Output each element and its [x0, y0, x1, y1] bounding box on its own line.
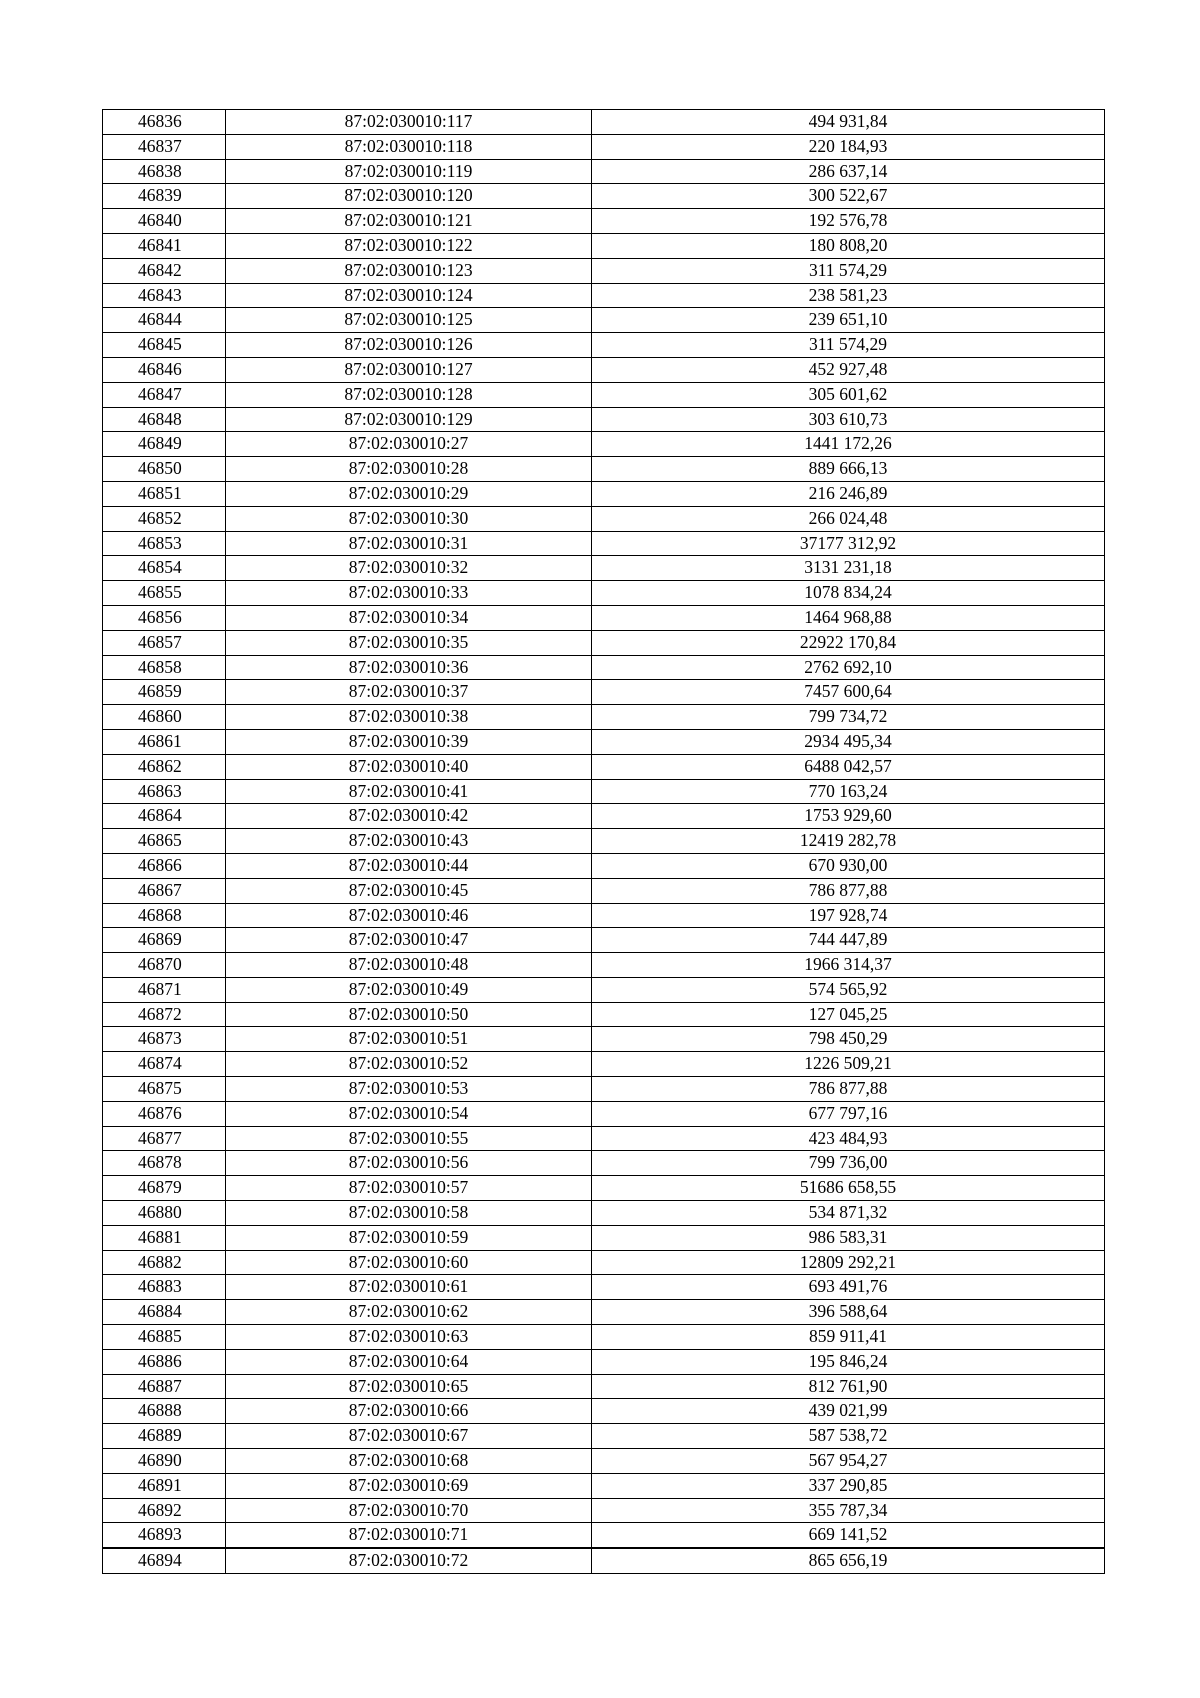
cadastral-number-cell: 87:02:030010:125 [226, 308, 592, 333]
table-row [103, 1498, 1105, 1523]
row-number-cell: 46853 [103, 531, 226, 556]
cadastral-value-cell: 677 797,16 [592, 1101, 1105, 1126]
row-number-cell: 46840 [103, 209, 226, 234]
cadastral-number-cell: 87:02:030010:51 [226, 1027, 592, 1052]
table-row [103, 1325, 1105, 1350]
cadastral-number-cell: 87:02:030010:41 [226, 779, 592, 804]
cadastral-number-cell: 87:02:030010:66 [226, 1399, 592, 1424]
cadastral-value-cell: 355 787,34 [592, 1498, 1105, 1523]
cadastral-number-cell: 87:02:030010:60 [226, 1250, 592, 1275]
table-row [103, 729, 1105, 754]
cadastral-value-cell: 889 666,13 [592, 457, 1105, 482]
cadastral-value-cell: 693 491,76 [592, 1275, 1105, 1300]
table-row [103, 1027, 1105, 1052]
cadastral-number-cell: 87:02:030010:50 [226, 1002, 592, 1027]
cadastral-value-cell: 799 736,00 [592, 1151, 1105, 1176]
table-row [103, 630, 1105, 655]
cadastral-number-cell: 87:02:030010:44 [226, 853, 592, 878]
cadastral-number-cell: 87:02:030010:128 [226, 382, 592, 407]
row-number-cell: 46846 [103, 357, 226, 382]
row-number-cell: 46876 [103, 1101, 226, 1126]
cadastral-number-cell: 87:02:030010:42 [226, 804, 592, 829]
cadastral-value-cell: 744 447,89 [592, 928, 1105, 953]
table-row [103, 1002, 1105, 1027]
cadastral-number-cell: 87:02:030010:39 [226, 729, 592, 754]
row-number-cell: 46885 [103, 1325, 226, 1350]
cadastral-number-cell: 87:02:030010:46 [226, 903, 592, 928]
table-row [103, 233, 1105, 258]
table-row [103, 1523, 1105, 1548]
table-row [103, 556, 1105, 581]
cadastral-number-cell: 87:02:030010:62 [226, 1300, 592, 1325]
cadastral-number-cell: 87:02:030010:35 [226, 630, 592, 655]
cadastral-number-cell: 87:02:030010:31 [226, 531, 592, 556]
row-number-cell: 46843 [103, 283, 226, 308]
cadastral-number-cell: 87:02:030010:47 [226, 928, 592, 953]
cadastral-value-cell: 670 930,00 [592, 853, 1105, 878]
table-row [103, 853, 1105, 878]
cadastral-value-cell: 494 931,84 [592, 110, 1105, 135]
cadastral-value-cell: 865 656,19 [592, 1548, 1105, 1573]
table-row [103, 581, 1105, 606]
cadastral-value-cell: 423 484,93 [592, 1126, 1105, 1151]
cadastral-value-cell: 311 574,29 [592, 333, 1105, 358]
cadastral-value-cell: 669 141,52 [592, 1523, 1105, 1548]
cadastral-value-cell: 1464 968,88 [592, 605, 1105, 630]
cadastral-number-cell: 87:02:030010:68 [226, 1449, 592, 1474]
cadastral-value-cell: 192 576,78 [592, 209, 1105, 234]
row-number-cell: 46892 [103, 1498, 226, 1523]
cadastral-number-cell: 87:02:030010:48 [226, 953, 592, 978]
cadastral-number-cell: 87:02:030010:33 [226, 581, 592, 606]
table-row [103, 308, 1105, 333]
table-row [103, 357, 1105, 382]
table-row [103, 432, 1105, 457]
cadastral-value-cell: 1078 834,24 [592, 581, 1105, 606]
table-row [103, 382, 1105, 407]
cadastral-number-cell: 87:02:030010:57 [226, 1176, 592, 1201]
cadastral-value-cell: 799 734,72 [592, 705, 1105, 730]
table-row [103, 333, 1105, 358]
row-number-cell: 46880 [103, 1201, 226, 1226]
cadastral-value-cell: 859 911,41 [592, 1325, 1105, 1350]
table-row [103, 1275, 1105, 1300]
table-row [103, 407, 1105, 432]
cadastral-number-cell: 87:02:030010:119 [226, 159, 592, 184]
cadastral-number-cell: 87:02:030010:49 [226, 977, 592, 1002]
cadastral-number-cell: 87:02:030010:30 [226, 506, 592, 531]
table-row [103, 1052, 1105, 1077]
table-row [103, 1077, 1105, 1102]
cadastral-number-cell: 87:02:030010:28 [226, 457, 592, 482]
cadastral-value-cell: 786 877,88 [592, 878, 1105, 903]
cadastral-number-cell: 87:02:030010:70 [226, 1498, 592, 1523]
cadastral-value-cell: 439 021,99 [592, 1399, 1105, 1424]
row-number-cell: 46864 [103, 804, 226, 829]
cadastral-number-cell: 87:02:030010:27 [226, 432, 592, 457]
row-number-cell: 46847 [103, 382, 226, 407]
cadastral-number-cell: 87:02:030010:72 [226, 1548, 592, 1573]
table-row [103, 1473, 1105, 1498]
cadastral-number-cell: 87:02:030010:69 [226, 1473, 592, 1498]
row-number-cell: 46873 [103, 1027, 226, 1052]
row-number-cell: 46877 [103, 1126, 226, 1151]
table-row [103, 1349, 1105, 1374]
row-number-cell: 46878 [103, 1151, 226, 1176]
cadastral-value-cell: 567 954,27 [592, 1449, 1105, 1474]
cadastral-number-cell: 87:02:030010:127 [226, 357, 592, 382]
cadastral-value-cell: 12419 282,78 [592, 829, 1105, 854]
cadastral-number-cell: 87:02:030010:117 [226, 110, 592, 135]
row-number-cell: 46879 [103, 1176, 226, 1201]
table-row [103, 1548, 1105, 1573]
table-row [103, 878, 1105, 903]
cadastral-value-cell: 305 601,62 [592, 382, 1105, 407]
row-number-cell: 46893 [103, 1523, 226, 1548]
cadastral-number-cell: 87:02:030010:38 [226, 705, 592, 730]
cadastral-value-cell: 986 583,31 [592, 1225, 1105, 1250]
row-number-cell: 46836 [103, 110, 226, 135]
cadastral-number-cell: 87:02:030010:118 [226, 134, 592, 159]
cadastral-number-cell: 87:02:030010:54 [226, 1101, 592, 1126]
row-number-cell: 46850 [103, 457, 226, 482]
row-number-cell: 46865 [103, 829, 226, 854]
cadastral-value-cell: 7457 600,64 [592, 680, 1105, 705]
row-number-cell: 46842 [103, 258, 226, 283]
cadastral-value-cell: 2762 692,10 [592, 655, 1105, 680]
cadastral-number-cell: 87:02:030010:36 [226, 655, 592, 680]
row-number-cell: 46866 [103, 853, 226, 878]
table-body [103, 110, 1105, 1574]
table-row [103, 680, 1105, 705]
row-number-cell: 46862 [103, 754, 226, 779]
table-row [103, 134, 1105, 159]
row-number-cell: 46890 [103, 1449, 226, 1474]
cadastral-number-cell: 87:02:030010:65 [226, 1374, 592, 1399]
row-number-cell: 46869 [103, 928, 226, 953]
cadastral-number-cell: 87:02:030010:122 [226, 233, 592, 258]
row-number-cell: 46872 [103, 1002, 226, 1027]
row-number-cell: 46863 [103, 779, 226, 804]
row-number-cell: 46851 [103, 481, 226, 506]
cadastral-value-cell: 786 877,88 [592, 1077, 1105, 1102]
table-row [103, 754, 1105, 779]
cadastral-value-cell: 6488 042,57 [592, 754, 1105, 779]
table-row [103, 928, 1105, 953]
row-number-cell: 46848 [103, 407, 226, 432]
cadastral-number-cell: 87:02:030010:129 [226, 407, 592, 432]
row-number-cell: 46841 [103, 233, 226, 258]
row-number-cell: 46889 [103, 1424, 226, 1449]
cadastral-value-cell: 286 637,14 [592, 159, 1105, 184]
cadastral-number-cell: 87:02:030010:61 [226, 1275, 592, 1300]
row-number-cell: 46875 [103, 1077, 226, 1102]
row-number-cell: 46874 [103, 1052, 226, 1077]
row-number-cell: 46857 [103, 630, 226, 655]
table-row [103, 159, 1105, 184]
row-number-cell: 46870 [103, 953, 226, 978]
row-number-cell: 46887 [103, 1374, 226, 1399]
table-row [103, 1151, 1105, 1176]
cadastral-number-cell: 87:02:030010:43 [226, 829, 592, 854]
table-row [103, 1225, 1105, 1250]
table-row [103, 1300, 1105, 1325]
row-number-cell: 46837 [103, 134, 226, 159]
table-row [103, 1201, 1105, 1226]
row-number-cell: 46852 [103, 506, 226, 531]
table-row [103, 209, 1105, 234]
table-row [103, 184, 1105, 209]
cadastral-number-cell: 87:02:030010:120 [226, 184, 592, 209]
cadastral-number-cell: 87:02:030010:29 [226, 481, 592, 506]
row-number-cell: 46883 [103, 1275, 226, 1300]
row-number-cell: 46856 [103, 605, 226, 630]
cadastral-value-cell: 587 538,72 [592, 1424, 1105, 1449]
cadastral-value-cell: 396 588,64 [592, 1300, 1105, 1325]
table-row [103, 1399, 1105, 1424]
table-row [103, 1250, 1105, 1275]
row-number-cell: 46854 [103, 556, 226, 581]
cadastral-number-cell: 87:02:030010:32 [226, 556, 592, 581]
cadastral-number-cell: 87:02:030010:40 [226, 754, 592, 779]
table-row [103, 283, 1105, 308]
table-row [103, 1449, 1105, 1474]
table-row [103, 655, 1105, 680]
table-row [103, 1176, 1105, 1201]
cadastral-value-cell: 22922 170,84 [592, 630, 1105, 655]
cadastral-value-cell: 180 808,20 [592, 233, 1105, 258]
row-number-cell: 46894 [103, 1548, 226, 1573]
cadastral-value-cell: 37177 312,92 [592, 531, 1105, 556]
cadastral-value-cell: 12809 292,21 [592, 1250, 1105, 1275]
cadastral-number-cell: 87:02:030010:34 [226, 605, 592, 630]
row-number-cell: 46868 [103, 903, 226, 928]
row-number-cell: 46871 [103, 977, 226, 1002]
cadastral-value-cell: 216 246,89 [592, 481, 1105, 506]
cadastral-value-cell: 51686 658,55 [592, 1176, 1105, 1201]
table-row [103, 829, 1105, 854]
table-row [103, 258, 1105, 283]
table-row [103, 804, 1105, 829]
table-row [103, 903, 1105, 928]
row-number-cell: 46884 [103, 1300, 226, 1325]
cadastral-value-cell: 1226 509,21 [592, 1052, 1105, 1077]
cadastral-value-cell: 127 045,25 [592, 1002, 1105, 1027]
cadastral-value-cell: 337 290,85 [592, 1473, 1105, 1498]
table-row [103, 953, 1105, 978]
table-row [103, 779, 1105, 804]
cadastral-value-cell: 3131 231,18 [592, 556, 1105, 581]
cadastral-number-cell: 87:02:030010:58 [226, 1201, 592, 1226]
row-number-cell: 46886 [103, 1349, 226, 1374]
table-row [103, 110, 1105, 135]
row-number-cell: 46888 [103, 1399, 226, 1424]
table-row [103, 1101, 1105, 1126]
table-row [103, 1424, 1105, 1449]
table-row [103, 977, 1105, 1002]
cadastral-number-cell: 87:02:030010:63 [226, 1325, 592, 1350]
cadastral-value-cell: 770 163,24 [592, 779, 1105, 804]
row-number-cell: 46845 [103, 333, 226, 358]
cadastral-number-cell: 87:02:030010:55 [226, 1126, 592, 1151]
cadastral-value-cell: 266 024,48 [592, 506, 1105, 531]
row-number-cell: 46867 [103, 878, 226, 903]
cadastral-number-cell: 87:02:030010:56 [226, 1151, 592, 1176]
table-row [103, 1374, 1105, 1399]
cadastral-value-cell: 1441 172,26 [592, 432, 1105, 457]
cadastral-value-cell: 574 565,92 [592, 977, 1105, 1002]
row-number-cell: 46891 [103, 1473, 226, 1498]
table-row [103, 457, 1105, 482]
row-number-cell: 46858 [103, 655, 226, 680]
data-table [102, 109, 1105, 1574]
table-row [103, 605, 1105, 630]
cadastral-number-cell: 87:02:030010:45 [226, 878, 592, 903]
cadastral-number-cell: 87:02:030010:67 [226, 1424, 592, 1449]
cadastral-number-cell: 87:02:030010:123 [226, 258, 592, 283]
table-row [103, 481, 1105, 506]
table-row [103, 705, 1105, 730]
cadastral-value-cell: 239 651,10 [592, 308, 1105, 333]
table-row [103, 506, 1105, 531]
table-row [103, 1126, 1105, 1151]
cadastral-value-cell: 197 928,74 [592, 903, 1105, 928]
cadastral-number-cell: 87:02:030010:52 [226, 1052, 592, 1077]
cadastral-number-cell: 87:02:030010:121 [226, 209, 592, 234]
row-number-cell: 46855 [103, 581, 226, 606]
row-number-cell: 46861 [103, 729, 226, 754]
row-number-cell: 46844 [103, 308, 226, 333]
cadastral-number-cell: 87:02:030010:64 [226, 1349, 592, 1374]
cadastral-value-cell: 311 574,29 [592, 258, 1105, 283]
row-number-cell: 46860 [103, 705, 226, 730]
row-number-cell: 46882 [103, 1250, 226, 1275]
cadastral-value-cell: 1966 314,37 [592, 953, 1105, 978]
cadastral-value-cell: 534 871,32 [592, 1201, 1105, 1226]
cadastral-value-cell: 798 450,29 [592, 1027, 1105, 1052]
cadastral-value-cell: 812 761,90 [592, 1374, 1105, 1399]
table-row [103, 531, 1105, 556]
cadastral-value-cell: 300 522,67 [592, 184, 1105, 209]
cadastral-value-cell: 2934 495,34 [592, 729, 1105, 754]
row-number-cell: 46859 [103, 680, 226, 705]
cadastral-number-cell: 87:02:030010:71 [226, 1523, 592, 1548]
cadastral-value-cell: 303 610,73 [592, 407, 1105, 432]
cadastral-value-cell: 220 184,93 [592, 134, 1105, 159]
row-number-cell: 46881 [103, 1225, 226, 1250]
row-number-cell: 46838 [103, 159, 226, 184]
cadastral-number-cell: 87:02:030010:53 [226, 1077, 592, 1102]
cadastral-value-cell: 238 581,23 [592, 283, 1105, 308]
cadastral-number-cell: 87:02:030010:59 [226, 1225, 592, 1250]
cadastral-number-cell: 87:02:030010:124 [226, 283, 592, 308]
row-number-cell: 46849 [103, 432, 226, 457]
cadastral-number-cell: 87:02:030010:126 [226, 333, 592, 358]
row-number-cell: 46839 [103, 184, 226, 209]
cadastral-number-cell: 87:02:030010:37 [226, 680, 592, 705]
cadastral-value-cell: 1753 929,60 [592, 804, 1105, 829]
cadastral-value-cell: 452 927,48 [592, 357, 1105, 382]
cadastral-value-cell: 195 846,24 [592, 1349, 1105, 1374]
